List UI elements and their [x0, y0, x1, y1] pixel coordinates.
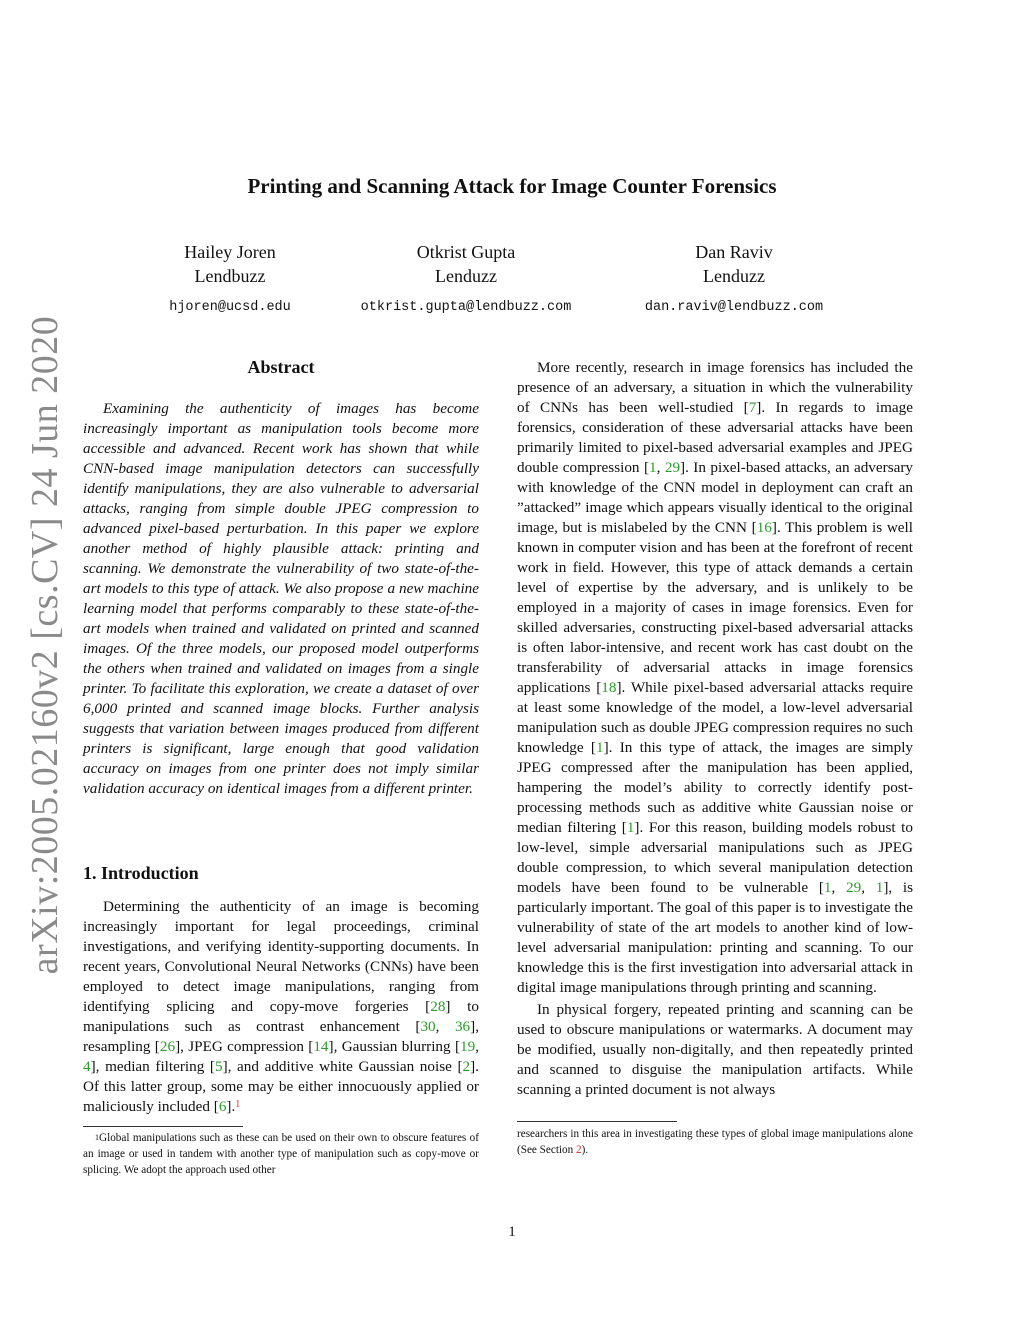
author-email[interactable]: dan.raviv@lendbuzz.com: [644, 300, 824, 315]
citation-link[interactable]: 19: [460, 1038, 476, 1055]
citation-link[interactable]: 28: [430, 998, 446, 1015]
author-block: [336, 240, 596, 316]
citation-link[interactable]: 1: [875, 879, 884, 896]
citation-link[interactable]: 4: [83, 1058, 91, 1075]
author-name: Hailey Joren: [184, 242, 276, 262]
arxiv-identifier: arXiv:2005.02160v2 [cs.CV] 24 Jun 2020: [24, 315, 66, 975]
body-paragraph: In physical forgery, repeated printing and scanning can be used to obscure manipulations or watermarks. A document may be modified, usually non-digitally, and then repeatedly printed and scanned to disguise the manipulation artifacts. While scanning a printed document is not always: [517, 1001, 913, 1098]
citation-link[interactable]: 14: [313, 1038, 329, 1055]
paper-title: Printing and Scanning Attack for Image Counter Forensics: [247, 174, 777, 198]
author-email[interactable]: otkrist.gupta@lendbuzz.com: [360, 300, 572, 315]
footnote-number: 1: [95, 1133, 99, 1142]
citation-link[interactable]: 1: [649, 459, 657, 476]
citation-link[interactable]: 30: [420, 1018, 436, 1035]
citation-link[interactable]: 5: [214, 1058, 223, 1075]
author-affiliation: Lenduzz: [703, 266, 765, 286]
footnote-continuation: researchers in this area in investigating these types of global image manipulations alone (See Section 2).: [517, 1128, 913, 1156]
citation-link[interactable]: 36: [454, 1018, 471, 1035]
citation-link[interactable]: 1: [823, 879, 832, 896]
page-number: 1: [508, 1224, 516, 1240]
citation-link[interactable]: 1: [626, 819, 635, 836]
author-name: Otkrist Gupta: [416, 242, 516, 262]
abstract-text: Examining the authenticity of images has become increasingly important as manipulation tools become more accessible and advanced. Recent work has shown that while CNN-based image manipulation detectors can successfully identify manipulations, they are also vulnerable to adversarial attacks, ranging from simple double JPEG compression to advanced pixel-based perturbation. In this paper we explore another method of highly plausible attack: printing and scanning. We demonstrate the vulnerability of two state-of-the-art models to this type of attack. We also propose a new machine learning model that performs comparably to these state-of-the-art models when trained and validated on printed and scanned images. Of the three models, our proposed model outperforms the others when trained and validated on images from a single printer. To facilitate this exploration, we create a dataset of over 6,000 printed and scanned image blocks. Further analysis suggests that variation between images produced from different printers is significant, large enough that good validation accuracy on images from one printer does not imply similar validation accuracy on identical images from a different printer.: [83, 400, 479, 797]
citation-link[interactable]: 26: [159, 1038, 176, 1055]
footnote-marker[interactable]: 1: [235, 1099, 241, 1110]
author-block: [604, 240, 864, 316]
citation-link[interactable]: 18: [601, 679, 617, 696]
citation-link[interactable]: 16: [756, 519, 772, 536]
body-paragraph: More recently, research in image forensics has included the presence of an adversary, a situation in which the vulnerability of CNNs has been well-studied [7]. In regards to image forensics, consideration of these adversarial attacks have been primarily limited to pixel-based adversarial examples and JPEG double compression [1, 29]. In pixel-based attacks, an adversary with knowledge of the CNN model in deployment can craft an ”attacked” image which appears visually identical to the original image, but is mislabeled by the CNN [16]. This problem is well known in computer vision and has been at the forefront of recent work in field. However, this type of attack demands a certain level of expertise by the adversary, and is unlikely to be employed in a majority of cases in image forensics. Even for skilled adversaries, constructing pixel-based adversarial attacks is often labor-intensive, and recent work has cast doubt on the transferability of adversarial attacks in image forensics applications [18]. While pixel-based adversarial attacks require at least some knowledge of the model, a low-level adversarial manipulation such as double JPEG compression requires no such knowledge [1]. In this type of attack, the images are simply JPEG compressed after the manipulation has been applied, hampering the model’s ability to correctly identify post-processing methods such as additive white Gaussian noise or median filtering [1]. For this reason, building models robust to low-level, simple adversarial manipulations such as JPEG double compression, to which several manipulation detection models have been found to be vulnerable [1, 29, 1], is particularly important. The goal of this paper is to investigate the vulnerability of state of the art models to another kind of low-level adversarial manipulation: printing and scanning. To our knowledge this is the first investigation into adversarial attack in digital image manipulations through printing and scanning.: [517, 359, 914, 996]
author-affiliation: Lendbuzz: [194, 266, 266, 286]
citation-link[interactable]: 7: [748, 399, 757, 416]
introduction-paragraph: Determining the authenticity of an image is becoming increasingly important for legal proceedings, criminal investigations, and verifying identity-supporting documents. In recent years, Convolutional Neural Networks (CNNs) have been employed to detect image manipulations, ranging from identifying splicing and copy-move forgeries [28] to manipulations such as contrast enhancement [30, 36], resampling [26], JPEG compression [14], Gaussian blurring [19, 4], median filtering [5], and additive white Gaussian noise [2]. Of this latter group, some may be either innocuously applied or maliciously included [6].$^1$: [83, 898, 479, 1115]
citation-link[interactable]: 1: [596, 739, 604, 756]
citation-link[interactable]: 29: [664, 459, 681, 476]
author-affiliation: Lenduzz: [435, 266, 497, 286]
footnote-divider: [517, 1121, 677, 1122]
footnote-divider: [83, 1126, 243, 1127]
citation-link[interactable]: 29: [846, 879, 862, 896]
section-link[interactable]: 2: [576, 1144, 582, 1156]
author-email[interactable]: hjoren@ucsd.edu: [169, 300, 291, 315]
citation-link[interactable]: 6: [218, 1098, 227, 1115]
left-column: [83, 355, 479, 1178]
author-name: Dan Raviv: [695, 242, 773, 262]
author-block: [100, 240, 360, 316]
abstract-heading: Abstract: [247, 357, 315, 377]
citation-link[interactable]: 2: [462, 1058, 471, 1075]
introduction-heading: 1. Introduction: [83, 863, 199, 883]
footnote: $^1$Global manipulations such as these can be used on their own to obscure features of an image or used in tandem with another type of manipulation such as copy-move or splicing. We adopt the approach used other: [83, 1132, 479, 1176]
right-column: [517, 358, 913, 1158]
